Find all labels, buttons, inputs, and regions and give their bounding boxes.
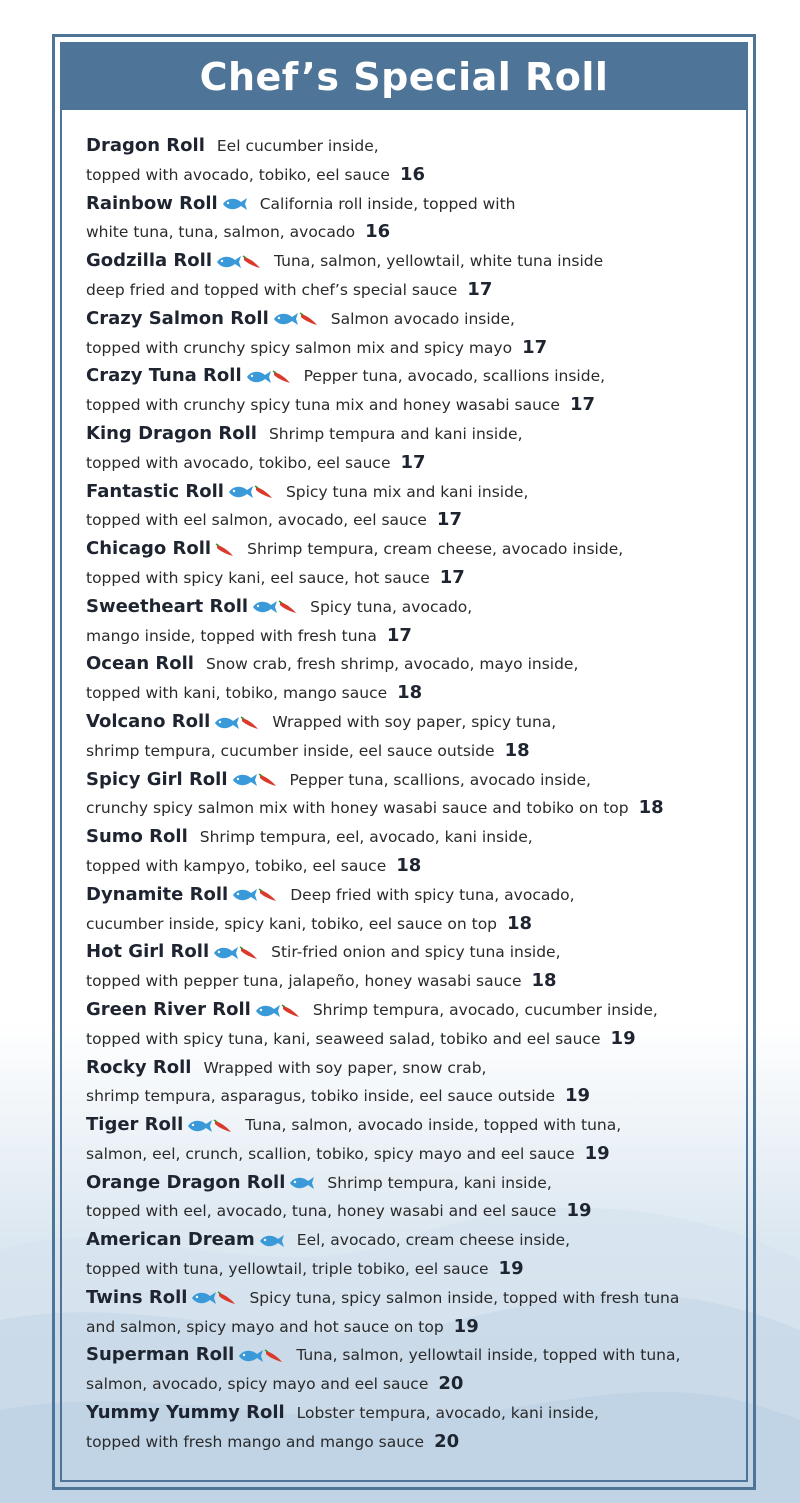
menu-item (86, 478, 731, 536)
menu-item-line-1 (86, 190, 731, 219)
menu-item-line-1 (86, 1054, 731, 1083)
fish-icon (246, 370, 272, 384)
item-price: 19 (565, 1085, 591, 1107)
item-icons (238, 1342, 284, 1371)
item-icons (228, 478, 274, 507)
chili-pepper-icon (217, 1291, 237, 1305)
item-description: Tuna, salmon, yellowtail, white tuna inside (274, 252, 604, 271)
item-description: Deep fried with spicy tuna, avocado, (290, 885, 575, 904)
menu-item-line-1 (86, 938, 731, 967)
fish-icon (191, 1291, 217, 1305)
menu-item-line-2 (86, 218, 731, 247)
item-description-cont: mango inside, topped with fresh tuna (86, 626, 377, 645)
item-description: Shrimp tempura and kani inside, (268, 424, 523, 443)
menu-item (86, 1054, 731, 1112)
menu-item-line-2 (86, 852, 731, 881)
fish-icon (273, 312, 299, 326)
menu-item-line-1 (86, 881, 731, 910)
menu-item-line-2 (86, 161, 731, 190)
menu-item (86, 996, 731, 1054)
chili-pepper-icon (258, 888, 278, 902)
item-icons (213, 938, 259, 967)
item-price: 18 (507, 912, 533, 934)
menu-item-line-1 (86, 996, 731, 1025)
item-description-cont: topped with fresh mango and mango sauce (86, 1432, 425, 1451)
menu-item-line-2 (86, 967, 731, 996)
item-description: Shrimp tempura, avocado, cucumber inside, (312, 1000, 658, 1019)
item-icons (222, 190, 248, 219)
menu-item (86, 1399, 731, 1457)
menu-item-line-1 (86, 1341, 731, 1370)
fish-icon (259, 1234, 285, 1248)
menu-item (86, 1169, 731, 1227)
menu-item-line-1 (86, 420, 731, 449)
item-description-cont: topped with spicy kani, eel sauce, hot sauce (86, 568, 430, 587)
chili-pepper-icon (239, 946, 259, 960)
item-price: 17 (439, 566, 465, 588)
fish-icon (238, 1349, 264, 1363)
item-description-cont: shrimp tempura, asparagus, tobiko inside, eel sauce outside (86, 1087, 556, 1106)
menu-item-line-2 (86, 794, 731, 823)
item-description-cont: topped with kampyo, tobiko, eel sauce (86, 856, 387, 875)
fish-icon (252, 600, 278, 614)
item-description-cont: crunchy spicy salmon mix with honey wasabi sauce and tobiko on top (86, 799, 629, 818)
menu-item-line-1 (86, 1111, 731, 1140)
chili-pepper-icon (213, 1119, 233, 1133)
item-name: Spicy Girl Roll (86, 768, 228, 790)
menu-item (86, 1341, 731, 1399)
item-description: Snow crab, fresh shrimp, avocado, mayo inside, (205, 655, 579, 674)
item-icons (289, 1169, 315, 1198)
menu-item-line-1 (86, 1169, 731, 1198)
item-description: Tuna, salmon, yellowtail inside, topped with tuna, (296, 1346, 681, 1365)
item-description-cont: shrimp tempura, cucumber inside, eel sauce outside (86, 741, 495, 760)
menu-item (86, 362, 731, 420)
fish-icon (255, 1004, 281, 1018)
item-description: Spicy tuna mix and kani inside, (285, 482, 529, 501)
menu-item (86, 1111, 731, 1169)
item-price: 18 (396, 854, 422, 876)
item-icons (259, 1226, 285, 1255)
menu-item-line-2 (86, 737, 731, 766)
item-price: 16 (365, 221, 391, 243)
item-price: 18 (638, 797, 664, 819)
item-name: Superman Roll (86, 1344, 235, 1366)
item-description: Shrimp tempura, kani inside, (327, 1173, 552, 1192)
item-name: Rocky Roll (86, 1056, 192, 1078)
item-price: 19 (453, 1315, 479, 1337)
menu-item (86, 881, 731, 939)
chili-pepper-icon (254, 485, 274, 499)
chili-pepper-icon (215, 543, 235, 557)
menu-item (86, 420, 731, 478)
item-description: Pepper tuna, scallions, avocado inside, (289, 770, 591, 789)
item-price: 20 (438, 1373, 464, 1395)
menu-item-line-1 (86, 650, 731, 679)
item-name: Volcano Roll (86, 710, 211, 732)
item-price: 17 (569, 394, 596, 416)
page-title: Chef’s Special Roll (199, 55, 609, 99)
item-description: Stir-fried onion and spicy tuna inside, (271, 943, 561, 962)
item-description-cont: topped with tuna, yellowtail, triple tobiko, eel sauce (86, 1260, 489, 1279)
menu-item-line-2 (86, 334, 731, 363)
chili-pepper-icon (299, 312, 319, 326)
item-price: 19 (566, 1200, 592, 1222)
menu-item-list (86, 132, 731, 1457)
menu-item-line-1 (86, 362, 731, 391)
item-icons (216, 247, 262, 276)
item-description-cont: topped with eel, avocado, tuna, honey wasabi and eel sauce (86, 1202, 557, 1221)
chili-pepper-icon (258, 773, 278, 787)
chili-pepper-icon (278, 600, 298, 614)
item-name: Chicago Roll (86, 538, 212, 560)
menu-item-line-2 (86, 1197, 731, 1226)
item-icons (214, 708, 260, 737)
item-description-cont: topped with crunchy spicy salmon mix and spicy mayo (86, 338, 513, 357)
item-name: Orange Dragon Roll (86, 1171, 286, 1193)
item-description-cont: cucumber inside, spicy kani, tobiko, eel sauce on top (86, 914, 498, 933)
item-icons (246, 362, 292, 391)
item-icons (255, 996, 301, 1025)
fish-icon (232, 773, 258, 787)
item-name: Dragon Roll (86, 135, 205, 156)
item-icons (232, 766, 278, 795)
chili-pepper-icon (240, 716, 260, 730)
menu-item (86, 708, 731, 766)
menu-item-line-2 (86, 276, 731, 305)
item-description-cont: white tuna, tuna, salmon, avocado (86, 223, 356, 242)
menu-item-line-1 (86, 132, 731, 161)
menu-item-line-2 (86, 679, 731, 708)
item-icons (191, 1284, 237, 1313)
fish-icon (228, 485, 254, 499)
item-price: 18 (504, 739, 530, 761)
menu-item-line-2 (86, 391, 731, 420)
item-description: Wrapped with soy paper, spicy tuna, (272, 712, 557, 731)
item-name: Green River Roll (86, 998, 251, 1020)
item-description: Tuna, salmon, avocado inside, topped with tuna, (245, 1116, 622, 1135)
menu-item-line-2 (86, 1428, 731, 1457)
item-price: 17 (467, 278, 493, 300)
chili-pepper-icon (281, 1004, 301, 1018)
item-price: 17 (386, 624, 412, 646)
menu-item (86, 305, 731, 363)
fish-icon (289, 1176, 315, 1190)
menu-item-line-2 (86, 1370, 731, 1399)
item-description-cont: topped with avocado, tokibo, eel sauce (86, 453, 391, 472)
item-name: Crazy Salmon Roll (86, 307, 269, 329)
menu-item (86, 132, 731, 190)
item-price: 18 (397, 682, 423, 704)
chili-pepper-icon (272, 370, 292, 384)
fish-icon (216, 255, 242, 269)
item-description-cont: salmon, avocado, spicy mayo and eel sauce (86, 1375, 429, 1394)
menu-item (86, 535, 731, 593)
title-banner (62, 44, 746, 110)
item-price: 19 (498, 1258, 524, 1280)
item-price: 17 (400, 451, 426, 473)
item-description: Wrapped with soy paper, snow crab, (203, 1058, 487, 1077)
menu-item-line-1 (86, 1399, 731, 1428)
fish-icon (222, 197, 248, 211)
item-description-cont: deep fried and topped with chef’s special sauce (86, 280, 458, 299)
item-price: 17 (436, 509, 462, 531)
menu-item (86, 650, 731, 708)
menu-item-line-1 (86, 766, 731, 795)
item-name: Fantastic Roll (86, 480, 224, 502)
item-description: Shrimp tempura, cream cheese, avocado inside, (247, 540, 624, 559)
menu-item-line-2 (86, 1140, 731, 1169)
item-name: Sumo Roll (86, 826, 188, 848)
menu-item-line-2 (86, 1025, 731, 1054)
item-description: California roll inside, topped with (259, 194, 516, 213)
chili-pepper-icon (264, 1349, 284, 1363)
item-price: 19 (584, 1142, 610, 1164)
menu-item-line-2 (86, 1313, 731, 1342)
item-description: Shrimp tempura, eel, avocado, kani inside, (199, 828, 533, 847)
item-description: Eel cucumber inside, (216, 137, 379, 155)
menu-item-line-2 (86, 1082, 731, 1111)
item-price: 19 (610, 1027, 636, 1049)
menu-item (86, 247, 731, 305)
fish-icon (187, 1119, 213, 1133)
menu-card (52, 34, 756, 1490)
item-price: 16 (399, 163, 425, 185)
item-description-cont: topped with pepper tuna, jalapeño, honey wasabi sauce (86, 972, 522, 991)
menu-item-line-1 (86, 708, 731, 737)
fish-icon (213, 946, 239, 960)
item-description: Spicy tuna, spicy salmon inside, topped with fresh tuna (249, 1288, 680, 1307)
item-name: Sweetheart Roll (86, 595, 249, 617)
item-description-cont: topped with avocado, tobiko, eel sauce (86, 165, 390, 184)
menu-item (86, 1284, 731, 1342)
item-name: Twins Roll (86, 1286, 188, 1308)
menu-item-line-2 (86, 910, 731, 939)
chili-pepper-icon (242, 255, 262, 269)
item-description: Lobster tempura, avocado, kani inside, (296, 1404, 599, 1423)
menu-item-line-1 (86, 535, 731, 564)
item-icons (252, 593, 298, 622)
item-name: Hot Girl Roll (86, 941, 210, 963)
menu-item (86, 190, 731, 248)
item-name: Ocean Roll (86, 653, 194, 675)
item-name: Godzilla Roll (86, 250, 212, 272)
menu-item-line-1 (86, 247, 731, 276)
item-description-cont: topped with kani, tobiko, mango sauce (86, 684, 388, 703)
menu-item-line-2 (86, 449, 731, 478)
item-icons (273, 305, 319, 334)
item-description-cont: topped with spicy tuna, kani, seaweed salad, tobiko and eel sauce (86, 1029, 601, 1048)
menu-item (86, 1226, 731, 1284)
menu-item (86, 938, 731, 996)
menu-item (86, 593, 731, 651)
item-icons (215, 535, 235, 564)
item-name: American Dream (86, 1229, 255, 1251)
menu-item-line-1 (86, 478, 731, 507)
menu-item-line-2 (86, 506, 731, 535)
item-description-cont: topped with crunchy spicy tuna mix and honey wasabi sauce (86, 396, 560, 415)
menu-item-line-1 (86, 305, 731, 334)
item-description: Salmon avocado inside, (330, 309, 515, 328)
menu-item-line-2 (86, 622, 731, 651)
menu-inner-border (60, 42, 748, 1482)
item-name: Rainbow Roll (86, 192, 218, 214)
item-description-cont: salmon, eel, crunch, scallion, tobiko, spicy mayo and eel sauce (86, 1144, 575, 1163)
menu-item (86, 823, 731, 881)
item-description: Eel, avocado, cream cheese inside, (296, 1231, 571, 1250)
menu-item-line-1 (86, 823, 731, 852)
item-name: King Dragon Roll (86, 422, 257, 444)
item-icons (187, 1111, 233, 1140)
menu-item-line-1 (86, 593, 731, 622)
menu-item-line-2 (86, 1255, 731, 1284)
item-name: Yummy Yummy Roll (86, 1402, 285, 1424)
item-price: 20 (434, 1430, 460, 1452)
item-icons (232, 881, 278, 910)
fish-icon (232, 888, 258, 902)
menu-item (86, 766, 731, 824)
item-name: Crazy Tuna Roll (86, 365, 242, 387)
fish-icon (214, 716, 240, 730)
item-description-cont: and salmon, spicy mayo and hot sauce on top (86, 1317, 444, 1336)
item-description: Spicy tuna, avocado, (310, 597, 473, 616)
item-name: Tiger Roll (86, 1114, 184, 1136)
item-description: Pepper tuna, avocado, scallions inside, (303, 367, 606, 386)
menu-item-line-2 (86, 564, 731, 593)
item-price: 17 (522, 336, 548, 358)
menu-item-line-1 (86, 1226, 731, 1255)
item-name: Dynamite Roll (86, 883, 229, 905)
menu-item-line-1 (86, 1284, 731, 1313)
item-price: 18 (531, 970, 557, 992)
item-description-cont: topped with eel salmon, avocado, eel sauce (86, 511, 427, 530)
